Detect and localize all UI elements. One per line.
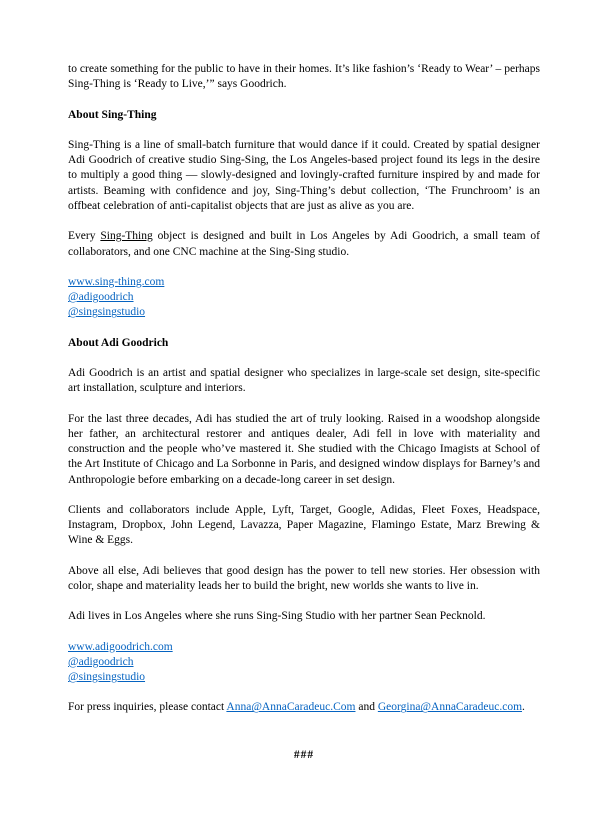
link-singsingstudio-handle-2[interactable]: @singsingstudio: [68, 671, 146, 684]
adi-philosophy-paragraph: Above all else, Adi believes that good design has the power to tell new stories. Her obsession with color, shape and materiality leads her to build the bright, new worlds she wants to live in.: [68, 564, 540, 593]
text-segment: Every: [68, 230, 101, 243]
adi-clients-paragraph: Clients and collaborators include Apple, Lyft, Target, Google, Adidas, Fleet Foxes, Headspace, Instagram, Dropbox, John Legend, Lavazza, Paper Magazine, Flamingo Estate, Marz Brewing & Wine & Eggs.: [68, 503, 540, 547]
text-segment: and: [355, 701, 378, 714]
sing-thing-production-paragraph: [68, 229, 540, 260]
text-segment: object is designed and built in Los Angeles by Adi Goodrich, a small team of collaborators, and one CNC machine at the Sing-Sing studio.: [68, 230, 540, 258]
link-email-georgina[interactable]: Georgina@AnnaCaradeuc.com: [377, 701, 523, 714]
section-heading-about-sing-thing: About Sing-Thing: [68, 108, 157, 121]
adi-residence-paragraph: Adi lives in Los Angeles where she runs Sing-Sing Studio with her partner Sean Pecknold.: [68, 610, 486, 623]
link-email-anna[interactable]: Anna@AnnaCaradeuc.Com: [226, 701, 356, 714]
text-segment: .: [522, 701, 525, 714]
end-marker: ###: [293, 748, 315, 761]
underlined-text-sing-thing: Sing-Thing: [100, 230, 153, 243]
intro-paragraph: to create something for the public to have in their homes. It’s like fashion’s ‘Ready to Wear’ – perhaps Sing-Thing is ‘Ready to Live,’” says Goodrich.: [68, 63, 540, 91]
link-adigoodrich-website[interactable]: www.adigoodrich.com: [68, 640, 173, 653]
link-adigoodrich-handle[interactable]: @adigoodrich: [68, 291, 134, 304]
adi-history-paragraph: For the last three decades, Adi has studied the art of truly looking. Raised in a woodshop alongside her father, an architectural restorer and antiques dealer, Adi fell in love with materiality and construction and the people who’ve mastered it. She studied with the Chicago Imagists at School of the Art Institute of Chicago and La Sorbonne in Paris, and designed window displays for Barney’s and Anthropologie before embarking on a decade-long career in set design.: [68, 412, 540, 486]
link-singsingstudio-handle[interactable]: @singsingstudio: [68, 306, 146, 319]
adi-bio-paragraph: Adi Goodrich is an artist and spatial designer who specializes in large-scale set design, site-specific art installation, sculpture and interiors.: [68, 366, 540, 395]
section-heading-about-adi-goodrich: About Adi Goodrich: [68, 336, 169, 349]
sing-thing-description-paragraph: Sing-Thing is a line of small-batch furniture that would dance if it could. Created by spatial designer Adi Goodrich of creative studio Sing-Sing, the Los Angeles-based project found its legs in the desire to multiply a good thing — slowly-designed and lovingly-crafted furniture inspired by and made for artists. Beaming with confidence and joy, Sing-Thing’s debut collection, ‘The Frunchroom’ is an offbeat celebration of anti-capitalist objects that are just as alive as you are.: [68, 138, 540, 212]
link-sing-thing-website[interactable]: www.sing-thing.com: [68, 275, 165, 288]
adi-links-block: [68, 640, 540, 686]
text-segment: For press inquiries, please contact: [68, 701, 227, 714]
press-contact-paragraph: [68, 700, 540, 715]
sing-thing-links-block: [68, 275, 540, 321]
link-adigoodrich-handle-2[interactable]: @adigoodrich: [68, 655, 134, 668]
